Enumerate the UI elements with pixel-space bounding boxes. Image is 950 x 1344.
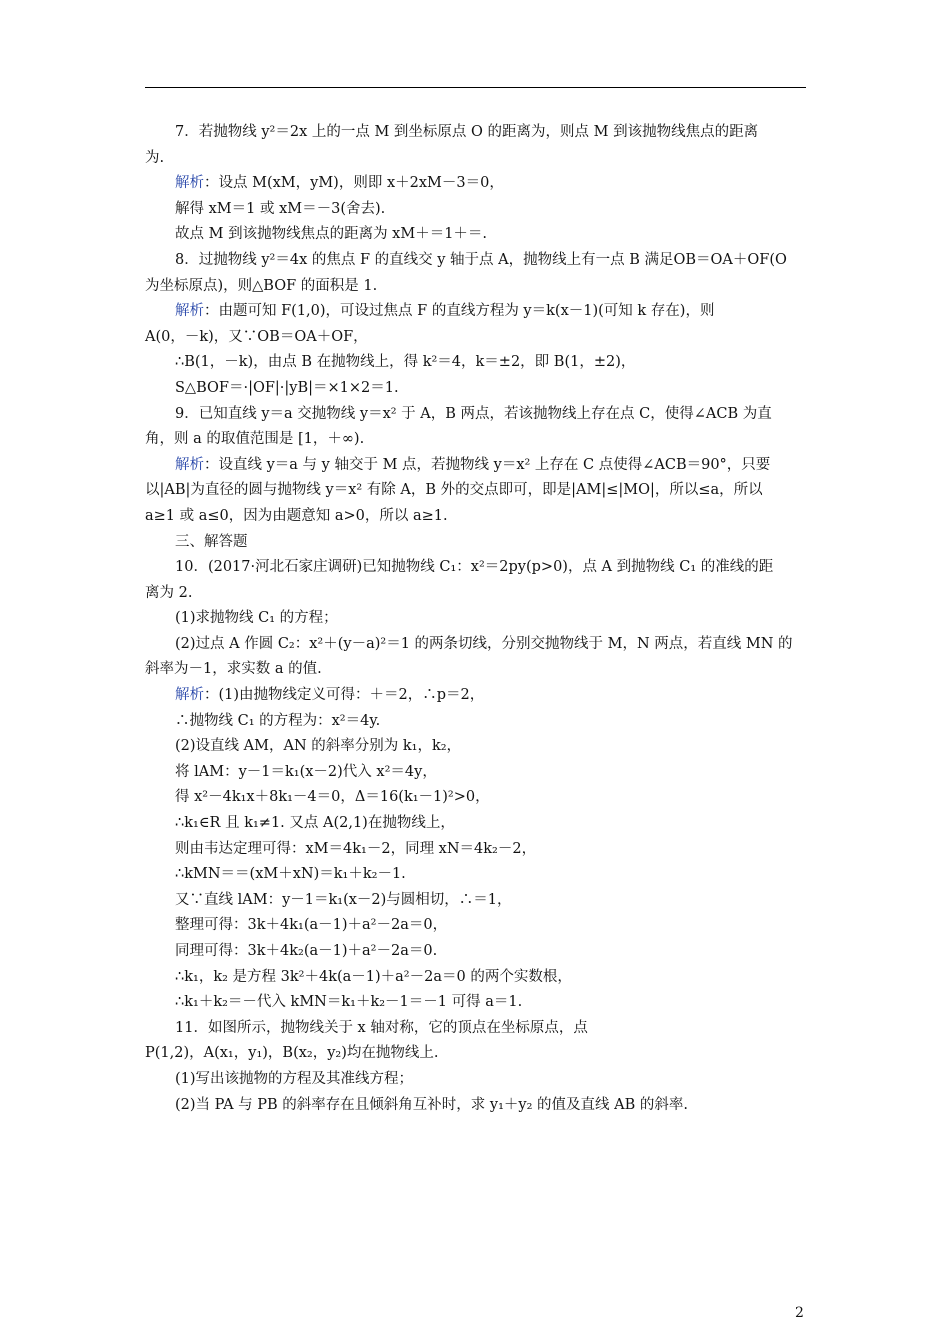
text-line: S△BOF＝·|OF|·|yB|＝×1×2＝1.	[175, 379, 399, 396]
text-line: ∴k₁∈R 且 k₁≠1. 又点 A(2,1)在抛物线上，	[175, 815, 455, 832]
question-11: 11．如图所示，抛物线关于 x 轴对称，它的顶点在坐标原点，点	[175, 1019, 588, 1036]
text-line: 角，则 a 的取值范围是 [1，＋∞).	[145, 431, 365, 448]
text-line: (2)设直线 AM，AN 的斜率分别为 k₁，k₂，	[175, 738, 462, 755]
header-rule	[145, 87, 806, 88]
text-line: 解得 xM＝1 或 xM＝－3(舍去).	[175, 200, 386, 217]
text-line: ∴kMN＝＝(xM＋xN)＝k₁＋k₂－1.	[175, 866, 406, 883]
analysis-label: 解析	[175, 175, 204, 192]
text-line: 为坐标原点)，则△BOF 的面积是 1.	[145, 277, 378, 294]
text-line: 以|AB|为直径的圆与抛物线 y＝x² 有除 A，B 外的交点即可，即是|AM|≤|MO|，所以≤a，所以	[145, 482, 763, 499]
text-line: A(0，－k)，又∵OB＝OA＋OF，	[145, 328, 368, 345]
text-line: P(1,2)，A(x₁，y₁)，B(x₂，y₂)均在抛物线上.	[145, 1045, 439, 1062]
text-line: 同理可得：3k＋4k₂(a－1)＋a²－2a＝0.	[175, 943, 438, 959]
text-line: 为.	[145, 149, 165, 166]
question-8: 8．过抛物线 y²＝4x 的焦点 F 的直线交 y 轴于点 A，抛物线上有一点 B 满足OB＝OA＋OF(O	[175, 251, 787, 268]
text-line: (1)求抛物线 C₁ 的方程；	[175, 610, 338, 627]
text-line: 又∵直线 lAM：y－1＝k₁(x－2)与圆相切，∴＝1，	[175, 891, 512, 908]
analysis-line: 解析：(1)由抛物线定义可得：＋＝2，∴p＝2，	[175, 687, 485, 704]
question-9: 9．已知直线 y＝a 交抛物线 y＝x² 于 A，B 两点，若该抛物线上存在点 C，使得∠ACB 为直	[175, 405, 772, 422]
text-line: 将 lAM：y－1＝k₁(x－2)代入 x²＝4y，	[175, 763, 437, 780]
text-line: ∴k₁，k₂ 是方程 3k²＋4k(a－1)＋a²－2a＝0 的两个实数根，	[175, 968, 572, 985]
analysis-line: 解析：由题可知 F(1,0)，可设过焦点 F 的直线方程为 y＝k(x－1)(可知 k 存在)，则	[175, 303, 715, 320]
page-number: 2	[795, 1305, 804, 1321]
text-line: (2)过点 A 作圆 C₂：x²＋(y－a)²＝1 的两条切线，分别交抛物线于 M，N 两点，若直线 MN 的	[175, 635, 793, 652]
text-line: 斜率为－1，求实数 a 的值.	[145, 661, 322, 678]
text-line: ∴抛物线 C₁ 的方程为：x²＝4y.	[175, 712, 381, 729]
text-line: 7．若抛物线 y²＝2x 上的一点 M 到坐标原点 O 的距离为，则点 M 到该抛物线焦点的距离	[175, 124, 759, 140]
analysis-label: 解析	[175, 456, 204, 473]
text-line: ∴B(1，－k)，由点 B 在抛物线上，得 k²＝4，k＝±2，即 B(1，±2)，	[175, 354, 636, 371]
text-line: (1)写出该抛物的方程及其准线方程；	[175, 1070, 414, 1087]
text-line: ∴k₁＋k₂＝－代入 kMN＝k₁＋k₂－1＝－1 可得 a＝1.	[175, 994, 523, 1011]
text-line: (2)当 PA 与 PB 的斜率存在且倾斜角互补时，求 y₁＋y₂ 的值及直线 AB 的斜率.	[175, 1096, 688, 1113]
text-line: 故点 M 到该抛物线焦点的距离为 xM＋＝1＋＝.	[175, 226, 488, 243]
section-heading: 三、解答题	[175, 533, 248, 550]
document-body	[145, 120, 806, 1118]
text-line: 则由韦达定理可得：xM＝4k₁－2，同理 xN＝4k₂－2，	[175, 840, 537, 857]
analysis-label: 解析	[175, 303, 204, 320]
analysis-line: 解析：设直线 y＝a 与 y 轴交于 M 点，若抛物线 y＝x² 上存在 C 点使得∠ACB＝90°，只要	[175, 456, 771, 473]
text-line: 离为 2.	[145, 584, 193, 601]
text-line: a≥1 或 a≤0，因为由题意知 a>0，所以 a≥1.	[145, 507, 448, 524]
question-10: 10．(2017·河北石家庄调研)已知抛物线 C₁：x²＝2py(p>0)，点 A 到抛物线 C₁ 的准线的距	[175, 559, 774, 576]
text-line: 整理可得：3k＋4k₁(a－1)＋a²－2a＝0，	[175, 917, 448, 934]
analysis-line: 解析：设点 M(xM，yM)，则即 x＋2xM－3＝0，	[175, 175, 504, 192]
text-line: 得 x²－4k₁x＋8k₁－4＝0，Δ＝16(k₁－1)²>0，	[175, 789, 490, 806]
analysis-label: 解析	[175, 687, 204, 704]
